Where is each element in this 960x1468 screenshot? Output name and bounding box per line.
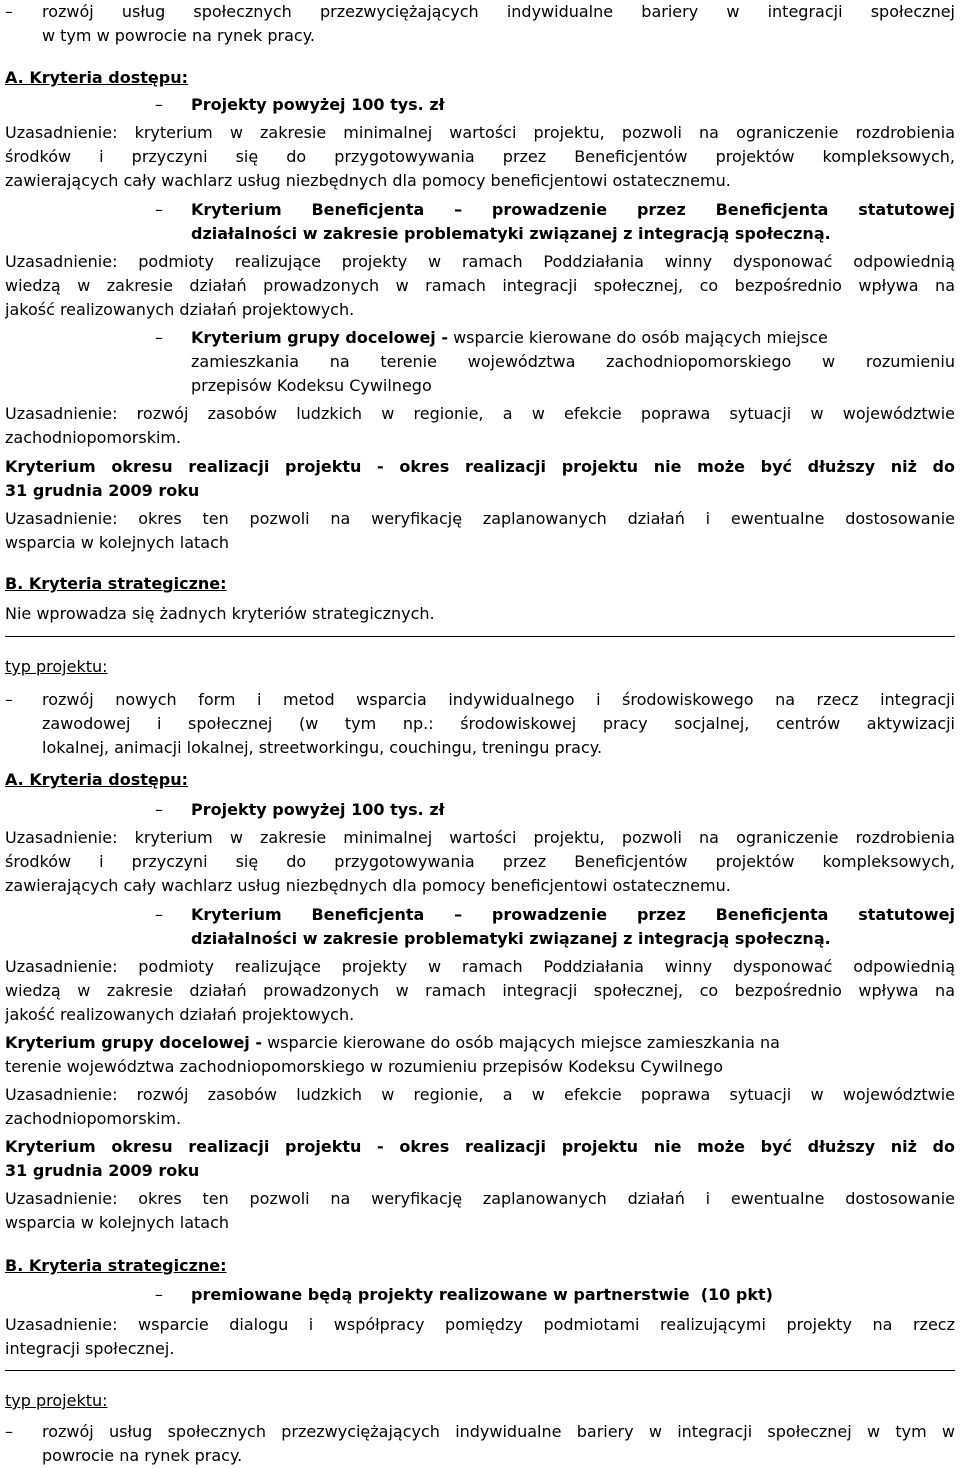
justification-text: Uzasadnienie: okres ten pozwoli na weryfikację zaplanowanych działań i ewentualne dostosowanie bbox=[5, 1189, 955, 1208]
criterion-dash: – bbox=[155, 95, 163, 114]
project-type-label: typ projektu: bbox=[5, 657, 108, 676]
criterion-target-group-text: wsparcie kierowane do osób mających miejsce zamieszkania na bbox=[262, 1033, 780, 1052]
access-criteria-heading: A. Kryteria dostępu: bbox=[5, 770, 188, 789]
bullet-text: rozwój usług społecznych przezwyciężających indywidualne bariery w integracji społecznej bbox=[42, 2, 955, 21]
criterion-beneficiary: Kryterium Beneficjenta – prowadzenie przez Beneficjenta statutowej bbox=[191, 905, 955, 924]
criterion-min-value: Projekty powyżej 100 tys. zł bbox=[191, 800, 445, 819]
criterion-period: Kryterium okresu realizacji projektu - okres realizacji projektu nie może być dłuższy niż do bbox=[5, 457, 955, 476]
justification-text: Uzasadnienie: kryterium w zakresie minimalnej wartości projektu, pozwoli na ograniczenie rozdrobienia bbox=[5, 828, 955, 847]
section-divider bbox=[5, 1370, 955, 1371]
strategic-criterion-partnership: premiowane będą projekty realizowane w partnerstwie (10 pkt) bbox=[191, 1285, 773, 1304]
strategic-criteria-heading: B. Kryteria strategiczne: bbox=[5, 574, 227, 593]
justification-text: Uzasadnienie: podmioty realizujące projekty w ramach Poddziałania winny dysponować odpowiednią bbox=[5, 252, 955, 271]
criterion-target-group-text: zamieszkania na terenie województwa zachodniopomorskiego w rozumieniu bbox=[191, 352, 955, 371]
bullet-text: lokalnej, animacji lokalnej, streetworkingu, couchingu, treningu pracy. bbox=[42, 738, 603, 757]
justification-text: zawierających cały wachlarz usług niezbędnych dla pomocy beneficjentowi ostatecznemu. bbox=[5, 171, 731, 190]
justification-text: Uzasadnienie: podmioty realizujące projekty w ramach Poddziałania winny dysponować odpowiednią bbox=[5, 957, 955, 976]
criterion-min-value: Projekty powyżej 100 tys. zł bbox=[191, 95, 445, 114]
justification-text: Uzasadnienie: kryterium w zakresie minimalnej wartości projektu, pozwoli na ograniczenie rozdrobienia bbox=[5, 123, 955, 142]
strategic-criteria-text: Nie wprowadza się żadnych kryteriów strategicznych. bbox=[5, 604, 435, 623]
justification-text: środków i przyczyni się do przygotowywania przez Beneficjentów projektów kompleksowych, bbox=[5, 147, 955, 166]
criterion-beneficiary: działalności w zakresie problematyki związanej z integracją społeczną. bbox=[191, 929, 831, 948]
justification-text: zawierających cały wachlarz usług niezbędnych dla pomocy beneficjentowi ostatecznemu. bbox=[5, 876, 731, 895]
section-divider bbox=[5, 636, 955, 637]
criterion-period: Kryterium okresu realizacji projektu - okres realizacji projektu nie może być dłuższy niż do bbox=[5, 1137, 955, 1156]
justification-text: jakość realizowanych działań projektowych. bbox=[5, 300, 355, 319]
justification-text: integracji społecznej. bbox=[5, 1339, 175, 1358]
criterion-beneficiary: Kryterium Beneficjenta – prowadzenie przez Beneficjenta statutowej bbox=[191, 200, 955, 219]
bullet-text: zawodowej i społecznej (w tym np.: środowiskowej pracy socjalnej, centrów aktywizacji bbox=[42, 714, 955, 733]
bullet-text: w tym w powrocie na rynek pracy. bbox=[42, 26, 315, 45]
criterion-target-group-label: Kryterium grupy docelowej - bbox=[191, 328, 448, 347]
justification-text: wsparcia w kolejnych latach bbox=[5, 1213, 230, 1232]
bullet-text: rozwój nowych form i metod wsparcia indywidualnego i środowiskowego na rzecz integracji bbox=[42, 690, 955, 709]
criterion-dash: – bbox=[155, 200, 163, 219]
justification-text: środków i przyczyni się do przygotowywania przez Beneficjentów projektów kompleksowych, bbox=[5, 852, 955, 871]
criterion-target-group-text: terenie województwa zachodniopomorskiego w rozumieniu przepisów Kodeksu Cywilnego bbox=[5, 1057, 723, 1076]
criterion-dash: – bbox=[155, 800, 163, 819]
criterion-dash: – bbox=[155, 905, 163, 924]
justification-text: Uzasadnienie: wsparcie dialogu i współpracy pomiędzy podmiotami realizującymi projekty na rzecz bbox=[5, 1315, 955, 1334]
justification-text: wsparcia w kolejnych latach bbox=[5, 533, 230, 552]
justification-text: zachodniopomorskim. bbox=[5, 428, 182, 447]
justification-text: Uzasadnienie: okres ten pozwoli na weryfikację zaplanowanych działań i ewentualne dostosowanie bbox=[5, 509, 955, 528]
justification-text: Uzasadnienie: rozwój zasobów ludzkich w regionie, a w efekcie poprawa sytuacji w województwie bbox=[5, 404, 955, 423]
criterion-target-group bbox=[5, 1031, 955, 1055]
criterion-dash: – bbox=[155, 328, 163, 347]
bullet-dash: – bbox=[5, 2, 13, 21]
criterion-target-group-label: Kryterium grupy docelowej - bbox=[5, 1033, 262, 1052]
bullet-dash: – bbox=[5, 690, 13, 709]
criterion-period: 31 grudnia 2009 roku bbox=[5, 481, 200, 500]
project-type-label: typ projektu: bbox=[5, 1391, 108, 1410]
access-criteria-heading: A. Kryteria dostępu: bbox=[5, 68, 188, 87]
justification-text: jakość realizowanych działań projektowych. bbox=[5, 1005, 355, 1024]
justification-text: wiedzą w zakresie działań prowadzonych w ramach integracji społecznej, co bezpośrednio wpływa na bbox=[5, 981, 955, 1000]
criterion-target-group-text: przepisów Kodeksu Cywilnego bbox=[191, 376, 432, 395]
bullet-dash: – bbox=[5, 1422, 13, 1441]
strategic-criteria-heading: B. Kryteria strategiczne: bbox=[5, 1256, 227, 1275]
bullet-text: powrocie na rynek pracy. bbox=[42, 1446, 243, 1465]
criterion-beneficiary: działalności w zakresie problematyki związanej z integracją społeczną. bbox=[191, 224, 831, 243]
criterion-period: 31 grudnia 2009 roku bbox=[5, 1161, 200, 1180]
justification-text: zachodniopomorskim. bbox=[5, 1109, 182, 1128]
bullet-text: rozwój usług społecznych przezwyciężających indywidualne bariery w integracji społecznej w tym w bbox=[42, 1422, 955, 1441]
criterion-dash: – bbox=[155, 1285, 163, 1304]
justification-text: wiedzą w zakresie działań prowadzonych w ramach integracji społecznej, co bezpośrednio wpływa na bbox=[5, 276, 955, 295]
criterion-target-group-text: wsparcie kierowane do osób mających miejsce bbox=[448, 328, 828, 347]
justification-text: Uzasadnienie: rozwój zasobów ludzkich w regionie, a w efekcie poprawa sytuacji w województwie bbox=[5, 1085, 955, 1104]
criterion-target-group bbox=[191, 326, 955, 350]
